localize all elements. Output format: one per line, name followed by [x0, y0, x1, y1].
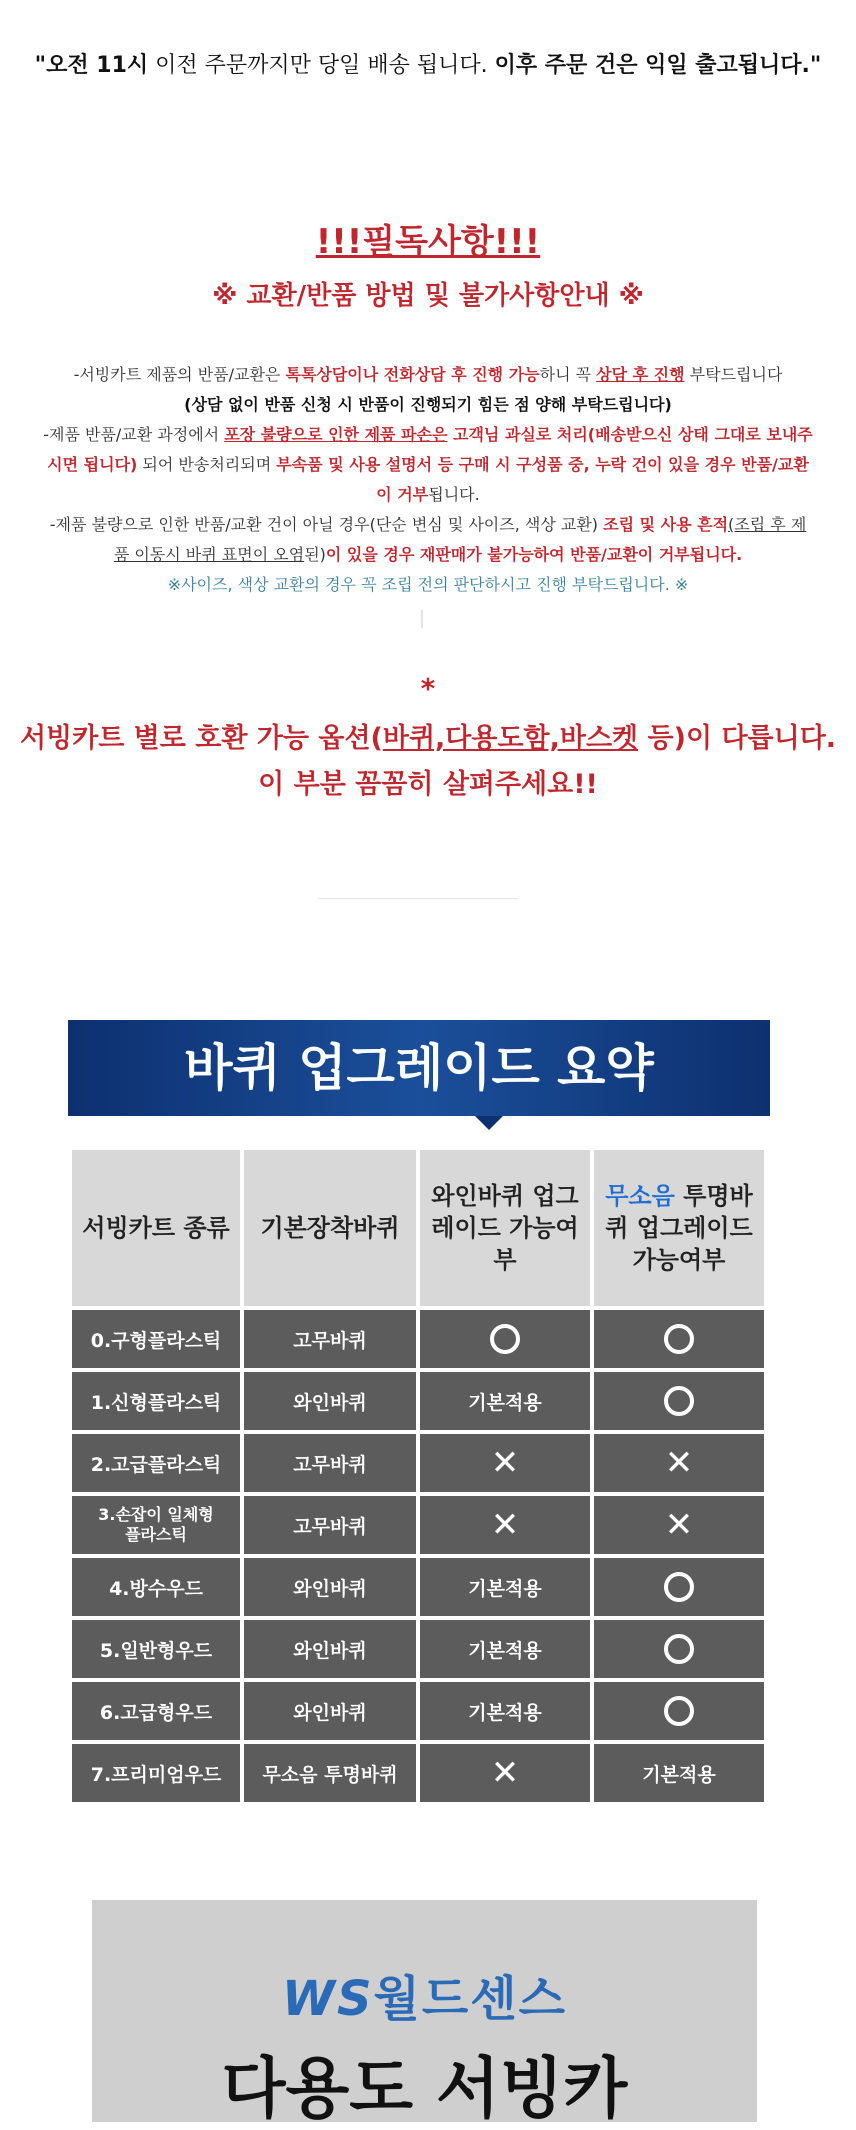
wine-unavailable-icon: [420, 1496, 590, 1554]
section-divider: [318, 898, 518, 899]
x-icon: ✕: [664, 1443, 694, 1483]
x-icon: ✕: [664, 1505, 694, 1545]
clear-available-icon: [594, 1682, 764, 1740]
policy-line-1: -서빙카트 제품의 반품/교환은 톡톡상담이나 전화상담 후 진행 가능하니 꼭 상담 후 진행 부탁드립니다: [73, 365, 783, 384]
cart-type-cell: 7.프리미엄우드: [72, 1744, 240, 1802]
table-row: [70, 1432, 770, 1494]
cart-type-cell: 5.일반형우드: [72, 1620, 240, 1678]
table-row: [70, 1556, 770, 1618]
clear-default-applied: 기본적용: [594, 1744, 764, 1802]
header-wine-upgrade: 와인바퀴 업그레이드 가능여부: [420, 1150, 590, 1306]
brand-section: [92, 1900, 757, 2127]
wine-default-applied: 기본적용: [420, 1558, 590, 1616]
divider-tick: [421, 610, 423, 628]
wheel-upgrade-banner: [68, 1020, 770, 1116]
table-row: [70, 1618, 770, 1680]
circle-icon: [664, 1324, 694, 1354]
x-icon: ✕: [490, 1505, 520, 1545]
clear-unavailable-icon: [594, 1434, 764, 1492]
base-wheel-cell: 와인바퀴: [244, 1620, 416, 1678]
table-row: [70, 1742, 770, 1804]
wine-default-applied: 기본적용: [420, 1372, 590, 1430]
table-body: [70, 1308, 770, 1804]
clear-unavailable-icon: [594, 1496, 764, 1554]
policy-line-5: ※사이즈, 색상 교환의 경우 꼭 조립 전의 판단하시고 진행 부탁드립니다. ※: [167, 575, 689, 594]
circle-icon: [490, 1324, 520, 1354]
cart-type-cell: 6.고급형우드: [72, 1682, 240, 1740]
brand-title: 다용도 서빙카: [221, 2050, 628, 2127]
cart-type-cell: 3.손잡이 일체형 플라스틱: [72, 1496, 240, 1554]
wine-unavailable-icon: [420, 1744, 590, 1802]
note-time: "오전 11시: [34, 53, 149, 78]
wine-default-applied: 기본적용: [420, 1682, 590, 1740]
header-cart-type: 서빙카트 종류: [72, 1150, 240, 1306]
circle-icon: [664, 1696, 694, 1726]
x-icon: ✕: [490, 1753, 520, 1793]
clear-available-icon: [594, 1310, 764, 1368]
table-row: [70, 1370, 770, 1432]
wine-unavailable-icon: [420, 1434, 590, 1492]
note-next-day: 이후 주문 건은 익일 출고됩니다.": [494, 53, 822, 78]
table-row: [70, 1494, 770, 1556]
banner-pointer: [475, 1116, 503, 1130]
header-clear-upgrade: 무소음 투명바퀴 업그레이드 가능여부: [594, 1150, 764, 1306]
table-row: [70, 1308, 770, 1370]
policy-line-4: -제품 불량으로 인한 반품/교환 건이 아닐 경우(단순 변심 및 사이즈, 색상 교환) 조립 및 사용 흔적(조립 후 제품 이동시 바퀴 표면이 오염된)이 있을 경우 재판매가 불가능하여 반품/교환이 거부됩니다.: [49, 515, 807, 564]
must-read-title: !!!필독사항!!!: [315, 222, 541, 262]
clear-available-icon: [594, 1620, 764, 1678]
circle-icon: [664, 1634, 694, 1664]
clear-available-icon: [594, 1558, 764, 1616]
compat-line-2: 이 부분 꼼꼼히 살펴주세요!!: [258, 769, 598, 800]
policy-line-3: -제품 반품/교환 과정에서 포장 불량으로 인한 제품 파손은 고객님 과실로 처리(배송받으신 상태 그대로 보내주시면 됩니다) 되어 반송처리되며 부속품 및 사용 설명서 등 구매 시 구성품 중, 누락 건이 있을 경우 반품/교환이 거부됩니다.: [43, 425, 813, 504]
banner-title: 바퀴 업그레이드 요약: [184, 1039, 654, 1097]
circle-icon: [664, 1572, 694, 1602]
cart-type-cell: 1.신형플라스틱: [72, 1372, 240, 1430]
table-header: [70, 1148, 770, 1308]
exchange-policy-subtitle: ※ 교환/반품 방법 및 불가사항안내 ※: [212, 281, 644, 311]
base-wheel-cell: 와인바퀴: [244, 1682, 416, 1740]
base-wheel-cell: 와인바퀴: [244, 1372, 416, 1430]
wine-available-icon: [420, 1310, 590, 1368]
note-middle: 이전 주문까지만 당일 배송 됩니다.: [148, 53, 495, 78]
wine-default-applied: 기본적용: [420, 1620, 590, 1678]
base-wheel-cell: 무소음 투명바퀴: [244, 1744, 416, 1802]
x-icon: ✕: [490, 1443, 520, 1483]
same-day-shipping-note: [0, 48, 856, 79]
cart-type-cell: 4.방수우드: [72, 1558, 240, 1616]
compat-star: *: [420, 672, 436, 705]
circle-icon: [664, 1386, 694, 1416]
wheel-upgrade-table: [70, 1148, 770, 1804]
return-policy-text: [42, 360, 814, 600]
header-base-wheel: 기본장착바퀴: [244, 1150, 416, 1306]
cart-type-cell: 2.고급플라스틱: [72, 1434, 240, 1492]
policy-line-2: (상담 없이 반품 신청 시 반품이 진행되기 힘든 점 양해 부탁드립니다): [184, 395, 672, 414]
brand-logo: WS월드센스: [282, 1971, 567, 2027]
base-wheel-cell: 고무바퀴: [244, 1496, 416, 1554]
base-wheel-cell: 고무바퀴: [244, 1434, 416, 1492]
table-row: [70, 1680, 770, 1742]
clear-available-icon: [594, 1372, 764, 1430]
base-wheel-cell: 고무바퀴: [244, 1310, 416, 1368]
base-wheel-cell: 와인바퀴: [244, 1558, 416, 1616]
compat-line-1: 서빙카트 별로 호환 가능 옵션(바퀴,다용도함,바스켓 등)이 다릅니다.: [19, 723, 837, 754]
cart-type-cell: 0.구형플라스틱: [72, 1310, 240, 1368]
